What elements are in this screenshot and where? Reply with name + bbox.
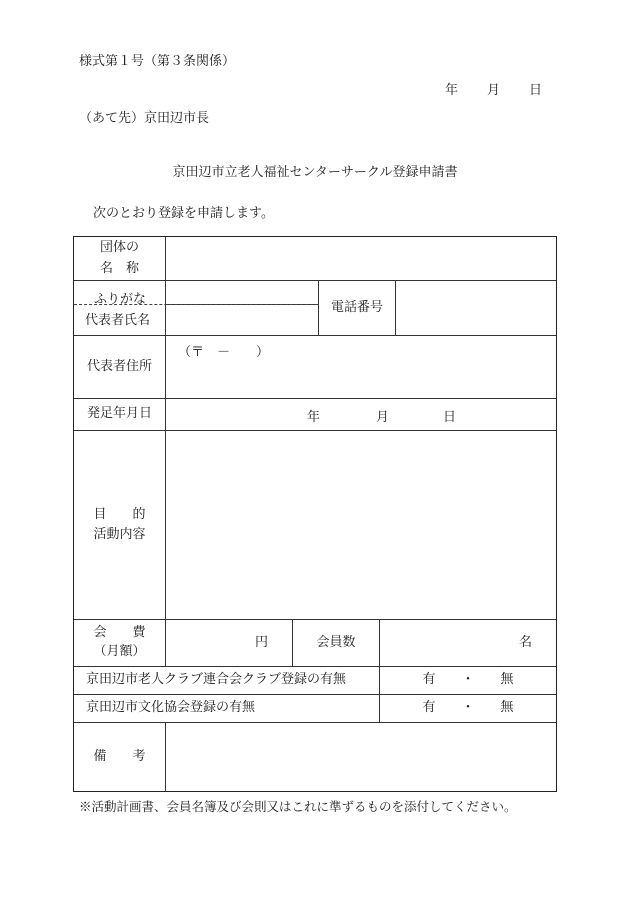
founded-year-label: 年 (307, 410, 321, 425)
postal-code-hint: （〒 － ） (178, 345, 270, 360)
intro-text: 次のとおり登録を申請します。 (93, 206, 274, 221)
addressee: （あて先）京田辺市長 (79, 111, 210, 126)
date-day-label: 日 (529, 83, 543, 98)
attachment-note: ※活動計画書、会員名簿及び会則又はこれに準ずるものを添付してください。 (79, 799, 517, 814)
founded-date-label: 発足年月日 (86, 406, 152, 422)
group-name-label: 団体の 名 称 (99, 240, 139, 276)
phone-label: 電話番号 (330, 299, 383, 315)
remarks-field[interactable] (166, 723, 556, 791)
club-federation-choice[interactable]: 有 ・ 無 (422, 672, 514, 688)
club-federation-registration-label: 京田辺市老人クラブ連合会クラブ登録の有無 (86, 672, 347, 688)
monthly-fee-label: 会 費 （月額） (93, 625, 146, 659)
fee-unit: 円 (254, 634, 268, 650)
founded-day-label: 日 (443, 410, 457, 425)
culture-association-registration-label: 京田辺市文化協会登録の有無 (86, 700, 256, 716)
date-month-label: 月 (487, 83, 501, 98)
furigana-label: ふりがな (94, 292, 147, 307)
date-year-label: 年 (445, 83, 459, 98)
phone-field[interactable] (396, 281, 556, 335)
application-form-table (73, 236, 557, 792)
member-count-label: 会員数 (316, 634, 356, 650)
purpose-activity-field[interactable] (166, 431, 556, 619)
group-name-field[interactable] (166, 237, 556, 280)
monthly-fee-field[interactable] (166, 620, 280, 666)
address-label: 代表者住所 (86, 358, 152, 374)
purpose-activity-label: 目 的 活動内容 (93, 506, 146, 542)
representative-name-field[interactable] (166, 305, 318, 335)
furigana-field[interactable] (166, 281, 318, 304)
representative-name-label: 代表者氏名 (85, 313, 151, 328)
address-field[interactable] (166, 336, 556, 398)
document-title: 京田辺市立老人福祉センターサークル登録申請書 (172, 165, 458, 180)
culture-association-choice[interactable]: 有 ・ 無 (422, 700, 514, 716)
founded-month-label: 月 (376, 410, 390, 425)
remarks-label: 備 考 (93, 748, 146, 764)
member-count-field[interactable] (380, 620, 556, 666)
members-unit: 名 (518, 634, 532, 650)
form-number: 様式第１号（第３条関係） (79, 54, 236, 69)
